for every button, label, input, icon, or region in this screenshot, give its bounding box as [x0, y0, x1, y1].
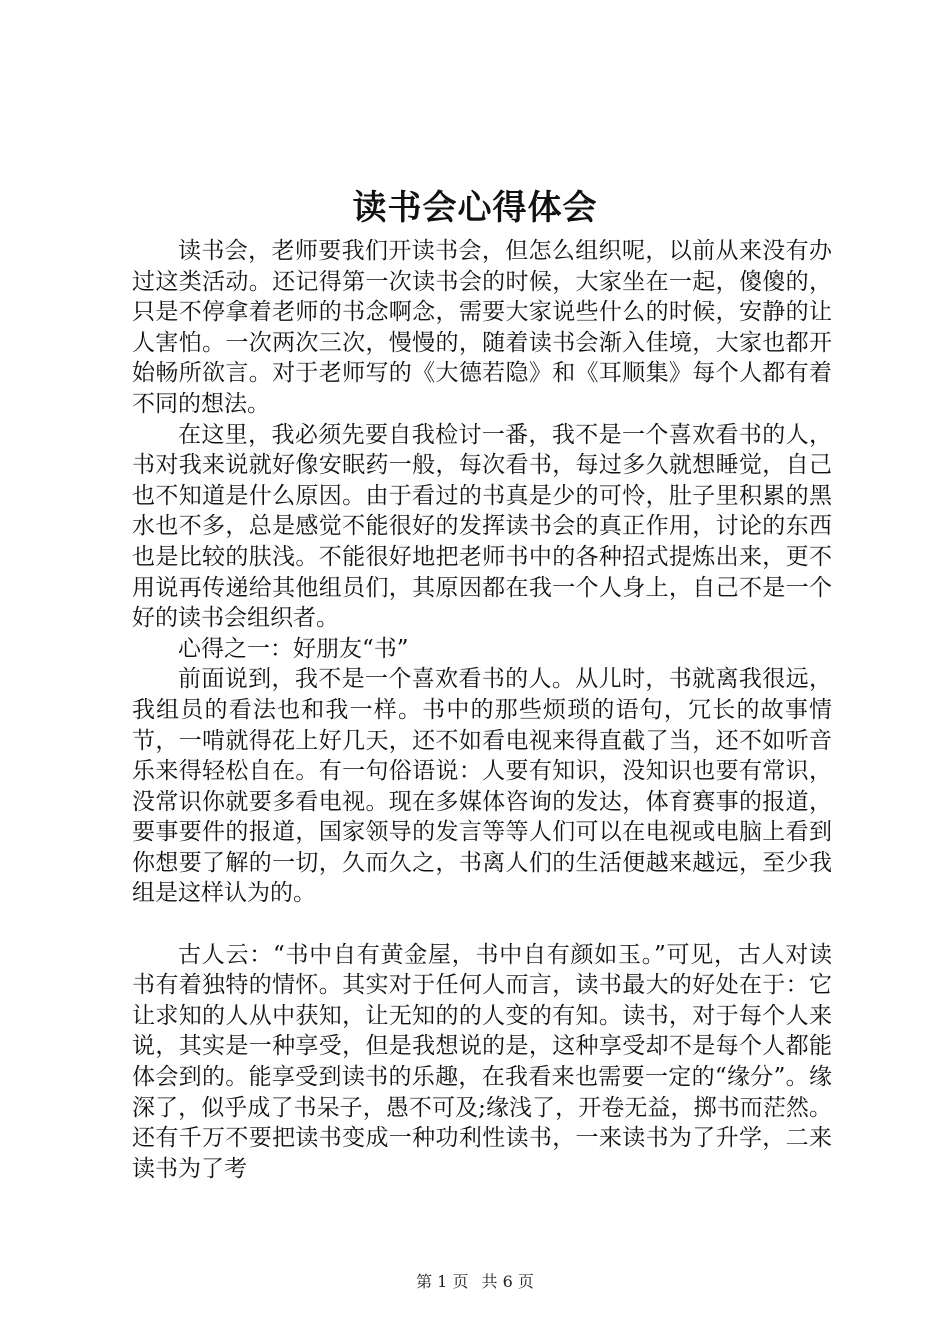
section-heading: 心得之一：好朋友“书”	[178, 635, 409, 662]
paragraph: 读书会，老师要我们开读书会，但怎么组织呢，以前从来没有办过这类活动。还记得第一次读书会的时候，大家坐在一起，傻傻的，只是不停拿着老师的书念啊念，需要大家说些什么的时候，安静的让人害怕。一次两次三次，慢慢的，随着读书会渐入佳境，大家也都开始畅所欲言。对于老师写的《大德若隐》和《耳顺集》每个人都有着不同的想法。	[132, 238, 832, 417]
paragraph: 前面说到，我不是一个喜欢看书的人。从儿时，书就离我很远，我组员的看法也和我一样。书中的那些烦琐的语句，冗长的故事情节，一啃就得花上好几天，还不如看电视来得直截了当，还不如听音乐来得轻松自在。有一句俗语说：人要有知识，没知识也要有常识，没常识你就要多看电视。现在多媒体咨询的发达，体育赛事的报道，要事要件的报道，国家领导的发言等等人们可以在电视或电脑上看到你想要了解的一切，久而久之，书离人们的生活便越来越远，至少我组是这样认为的。	[132, 666, 832, 907]
paragraph: 古人云：“书中自有黄金屋，书中自有颜如玉。”可见，古人对读书有着独特的情怀。其实对于任何人而言，读书最大的好处在于：它让求知的人从中获知，让无知的的人变的有知。读书，对于每个人来说，其实是一种享受，但是我想说的是，这种享受却不是每个人都能体会到的。能享受到读书的乐趣，在我看来也需要一定的“缘分”。缘深了，似乎成了书呆子，愚不可及;缘浅了，开卷无益，掷书而茫然。还有千万不要把读书变成一种功利性读书，一来读书为了升学，二来读书为了考	[132, 941, 832, 1182]
document-title: 读书会心得体会	[352, 188, 598, 228]
paragraph: 在这里，我必须先要自我检讨一番，我不是一个喜欢看书的人，书对我来说就好像安眠药一般，每次看书，每过多久就想睡觉，自己也不知道是什么原因。由于看过的书真是少的可怜，肚子里积累的黑水也不多，总是感觉不能很好的发挥读书会的真正作用，讨论的东西也是比较的肤浅。不能很好地把老师书中的各种招式提炼出来，更不用说再传递给其他组员们，其原因都在我一个人身上，自己不是一个好的读书会组织者。	[132, 421, 832, 632]
blank-line	[132, 909, 832, 940]
page-footer	[0, 1272, 950, 1292]
document-body	[132, 236, 832, 1184]
page-number: 第 1 页	[416, 1272, 469, 1291]
page-total: 共 6 页	[481, 1272, 534, 1291]
